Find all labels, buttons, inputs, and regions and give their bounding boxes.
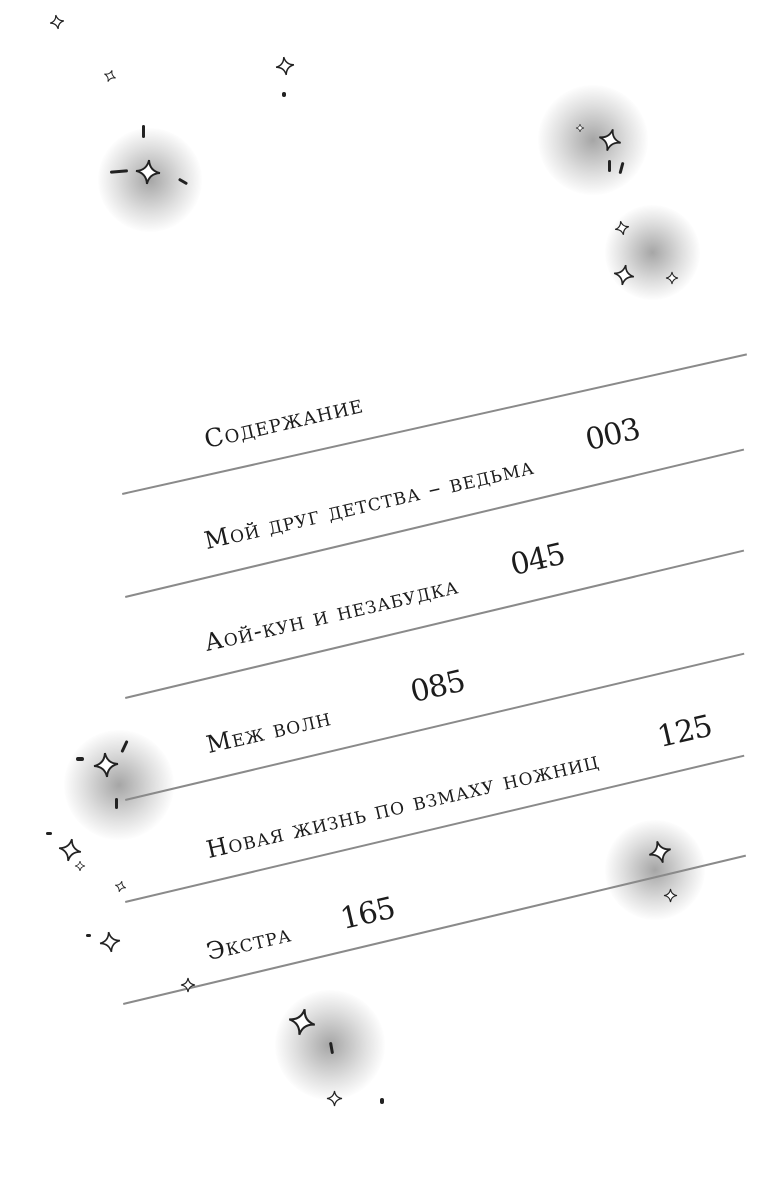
sparkle-icon xyxy=(102,68,117,83)
sparkle-dash xyxy=(380,1098,384,1104)
sparkle-dash xyxy=(282,92,286,97)
sparkle-icon xyxy=(666,272,678,284)
sparkle-icon xyxy=(49,14,65,30)
sparkle-icon xyxy=(93,752,119,778)
toc-entry-page: 165 xyxy=(337,890,398,937)
toc-entry-page: 045 xyxy=(507,536,568,583)
sparkle-icon xyxy=(135,159,161,185)
sparkle-icon xyxy=(664,889,677,902)
glow-spot xyxy=(605,820,705,920)
glow-spot xyxy=(538,85,648,195)
sparkle-icon xyxy=(614,220,631,237)
sparkle-icon xyxy=(99,931,122,954)
sparkle-icon xyxy=(612,263,635,286)
sparkle-icon xyxy=(576,124,584,132)
sparkle-dash xyxy=(608,160,611,172)
sparkle-dash xyxy=(46,832,52,835)
sparkle-dash xyxy=(86,934,91,937)
sparkle-icon xyxy=(57,837,82,862)
toc-entry-title: Меж волн xyxy=(203,703,334,759)
toc-entry-title: Мой друг детства – ведьма xyxy=(201,451,537,555)
toc-entry-title: Новая жизнь по взмаху ножниц xyxy=(203,746,602,864)
toc-entry-page: 125 xyxy=(654,708,715,755)
divider-line xyxy=(123,855,746,1005)
sparkle-dash xyxy=(142,125,145,138)
sparkle-icon xyxy=(75,861,85,871)
sparkle-dash xyxy=(76,757,84,761)
sparkle-icon xyxy=(327,1091,342,1106)
contents-heading: Содержание xyxy=(201,389,367,454)
toc-entry-page: 085 xyxy=(407,663,468,710)
sparkle-icon xyxy=(113,879,126,892)
sparkle-icon xyxy=(287,1007,318,1038)
sparkle-dash xyxy=(115,798,118,809)
sparkle-icon xyxy=(275,56,295,76)
glow-spot xyxy=(605,205,700,300)
sparkle-icon xyxy=(181,978,195,992)
glow-spot xyxy=(64,730,174,840)
toc-entry-page: 003 xyxy=(582,411,643,458)
toc-entry-title: Аой-кун и незабудка xyxy=(201,571,462,657)
toc-entry-title: Экстра xyxy=(203,919,294,966)
